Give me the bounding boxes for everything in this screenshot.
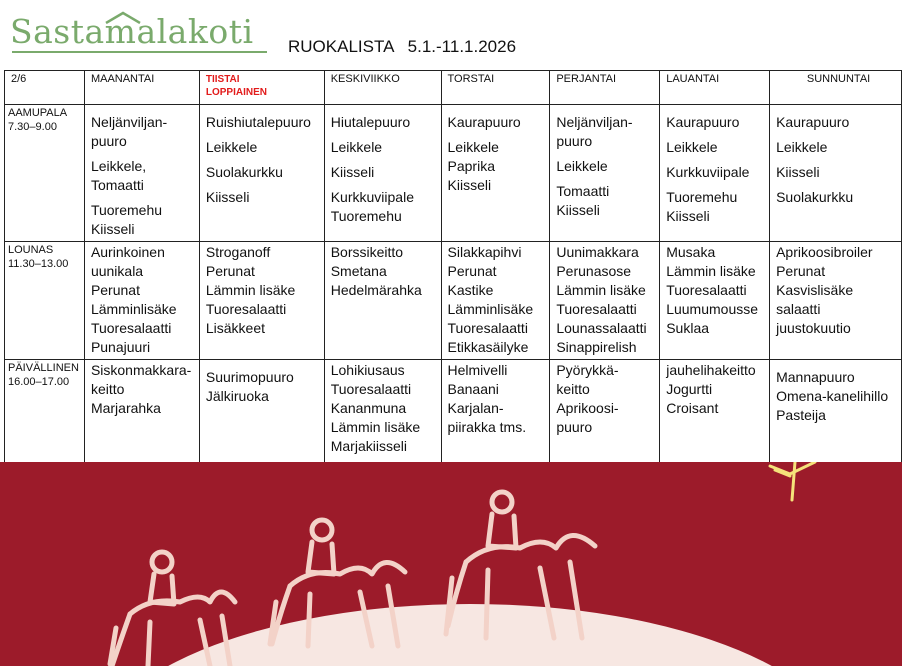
- menu-cell-paivallinen-friday: [550, 360, 660, 466]
- menu-item: juustokuutio: [776, 320, 851, 336]
- menu-cell-lounas-tuesday: [199, 242, 324, 360]
- menu-item: Tuoremehu: [90, 202, 163, 218]
- menu-item: Paprika: [447, 158, 495, 174]
- menu-item: Lohikiusaus: [330, 362, 405, 378]
- menu-item: keitto: [556, 381, 590, 397]
- day-header-sunday: SUNNUNTAI: [770, 71, 902, 105]
- menu-item: Kurkkuviipale: [666, 164, 750, 180]
- menu-item: Kiisseli: [205, 189, 250, 205]
- menu-cell-aamupala-friday: [550, 105, 660, 242]
- menu-item: Tuoresalaatti: [330, 381, 412, 397]
- menu-item: Kiisseli: [90, 221, 135, 237]
- menu-item: Pasteija: [776, 407, 826, 423]
- week-label: 2/6: [5, 71, 85, 105]
- menu-item: Kaurapuuro: [447, 114, 521, 130]
- menu-item: Kasvislisäke: [776, 282, 854, 298]
- menu-cell-paivallinen-saturday: [660, 360, 770, 466]
- menu-cell-lounas-sunday: [770, 242, 902, 360]
- logo-roof-icon: [104, 10, 142, 24]
- meal-name: PÄIVÄLLINEN: [8, 362, 79, 374]
- menu-cell-lounas-saturday: [660, 242, 770, 360]
- menu-cell-aamupala-monday: [84, 105, 199, 242]
- menu-item: Ruishiutalepuuro: [205, 114, 311, 130]
- menu-cell-aamupala-wednesday: [324, 105, 441, 242]
- menu-item: Kurkkuviipale: [330, 189, 414, 205]
- menu-item: Kastike: [447, 282, 494, 298]
- menu-cell-paivallinen-thursday: [441, 360, 550, 466]
- menu-item: Suolakurkku: [776, 189, 854, 205]
- menu-item: Aurinkoinen: [90, 244, 165, 260]
- menu-item: Leikkele: [776, 139, 828, 155]
- menu-item: Silakkapihvi: [447, 244, 522, 260]
- menu-table: [4, 70, 902, 466]
- menu-cell-aamupala-thursday: [441, 105, 550, 242]
- menu-cell-paivallinen-wednesday: [324, 360, 441, 466]
- menu-item: Tuoremehu: [666, 189, 738, 205]
- menu-item: Lämmin lisäke: [205, 282, 296, 298]
- meal-row-paivallinen: [5, 360, 902, 466]
- menu-item: Tuoresalaatti: [666, 282, 747, 298]
- meal-name: AAMUPALA: [8, 107, 68, 119]
- menu-item: Leikkele: [556, 158, 608, 174]
- menu-item: Marjarahka: [90, 400, 161, 416]
- menu-cell-lounas-monday: [84, 242, 199, 360]
- menu-item: Marjakiisseli: [330, 438, 407, 454]
- menu-item: Tuoresalaatti: [90, 320, 172, 336]
- menu-item: Etikkasäilyke: [447, 339, 529, 355]
- menu-item: Leikkele,: [90, 158, 147, 174]
- menu-item: Mannapuuro: [776, 369, 855, 385]
- header-row: [5, 71, 902, 105]
- menu-item: Karjalan-: [447, 400, 504, 416]
- menu-item: Musaka: [666, 244, 716, 260]
- menu-item: Perunat: [776, 263, 826, 279]
- menu-cell-lounas-wednesday: [324, 242, 441, 360]
- day-header-friday: PERJANTAI: [550, 71, 660, 105]
- menu-item: Suolakurkku: [205, 164, 283, 180]
- menu-item: Leikkele: [205, 139, 258, 155]
- page-title: RUOKALISTA 5.1.-11.1.2026: [288, 37, 517, 56]
- menu-item: Kaurapuuro: [666, 114, 740, 130]
- menu-item: Aprikoosi-: [556, 400, 619, 416]
- menu-item: Tuoremehu: [330, 208, 402, 224]
- christmas-banner: [0, 462, 902, 666]
- menu-item: Lämmin lisäke: [556, 282, 646, 298]
- menu-item: Kiisseli: [330, 164, 375, 180]
- menu-item: Stroganoff: [205, 244, 271, 260]
- menu-item: Neljänviljan-: [556, 114, 633, 130]
- menu-item: Lämmin lisäke: [666, 263, 756, 279]
- menu-cell-aamupala-saturday: [660, 105, 770, 242]
- menu-item: Luumumousse: [666, 301, 759, 317]
- menu-cell-paivallinen-sunday: [770, 360, 902, 466]
- menu-item: Lounassalaatti: [556, 320, 647, 336]
- brand-logo: Sastamalakoti: [10, 12, 254, 51]
- menu-item: Leikkele: [666, 139, 718, 155]
- menu-item: Helmivelli: [447, 362, 508, 378]
- menu-item: Jälkiruoka: [205, 388, 269, 404]
- day-header-wednesday: KESKIVIIKKO: [324, 71, 441, 105]
- menu-item: Leikkele: [447, 139, 499, 155]
- menu-item: Tomaatti: [556, 183, 610, 199]
- menu-cell-lounas-friday: [550, 242, 660, 360]
- menu-item: Omena-kanelihillo: [776, 388, 889, 404]
- menu-item: Tuoresalaatti: [556, 301, 637, 317]
- menu-item: Suurimopuuro: [205, 369, 294, 385]
- menu-item: Perunat: [205, 263, 255, 279]
- menu-cell-aamupala-sunday: [770, 105, 902, 242]
- meal-time: 7.30–9.00: [8, 121, 57, 133]
- menu-item: Perunat: [447, 263, 497, 279]
- menu-item: Jogurtti: [666, 381, 713, 397]
- menu-item: Neljänviljan-: [90, 114, 168, 130]
- day-header-thursday: TORSTAI: [441, 71, 550, 105]
- menu-item: piirakka tms.: [447, 419, 527, 435]
- menu-item: Croisant: [666, 400, 719, 416]
- logo-underline: [12, 51, 267, 53]
- menu-item: Punajuuri: [90, 339, 151, 355]
- menu-item: Suklaa: [666, 320, 710, 336]
- meal-row-lounas: [5, 242, 902, 360]
- menu-item: Kiisseli: [447, 177, 492, 193]
- menu-item: Sinappirelish: [556, 339, 637, 355]
- menu-item: salaatti: [776, 301, 821, 317]
- meal-label: [5, 360, 85, 466]
- three-wise-men-camels-icon: [0, 462, 902, 666]
- menu-item: Borssikeitto: [330, 244, 404, 260]
- meal-label: [5, 105, 85, 242]
- menu-item: Kiisseli: [556, 202, 600, 218]
- menu-item: Smetana: [330, 263, 387, 279]
- menu-item: Hedelmärahka: [330, 282, 422, 298]
- menu-item: Aprikoosibroiler: [776, 244, 873, 260]
- menu-item: Lämminlisäke: [90, 301, 177, 317]
- menu-item: puuro: [90, 133, 127, 149]
- menu-cell-lounas-thursday: [441, 242, 550, 360]
- menu-item: Pyörykkä-: [556, 362, 619, 378]
- menu-item: Lämmin lisäke: [330, 419, 421, 435]
- day-header-monday: MAANANTAI: [84, 71, 199, 105]
- menu-item: Perunasose: [556, 263, 632, 279]
- menu-item: Tuoresalaatti: [447, 320, 528, 336]
- menu-item: Kananmuna: [330, 400, 407, 416]
- menu-item: uunikala: [90, 263, 144, 279]
- day-header-tuesday: TIISTAI LOPPIAINEN: [199, 71, 324, 105]
- menu-cell-aamupala-tuesday: [199, 105, 324, 242]
- menu-item: Kaurapuuro: [776, 114, 850, 130]
- menu-item: Tuoresalaatti: [205, 301, 287, 317]
- star-icon: [770, 462, 815, 500]
- menu-item: Perunat: [90, 282, 140, 298]
- meal-row-aamupala: [5, 105, 902, 242]
- meal-name: LOUNAS: [8, 244, 54, 256]
- menu-item: Uunimakkara: [556, 244, 639, 260]
- menu-item: puuro: [556, 133, 593, 149]
- menu-item: Siskonmakkara-: [90, 362, 192, 378]
- menu-item: Leikkele: [330, 139, 383, 155]
- menu-item: Kiisseli: [776, 164, 820, 180]
- day-header-saturday: LAUANTAI: [660, 71, 770, 105]
- menu-item: jauhelihakeitto: [666, 362, 756, 378]
- menu-item: Banaani: [447, 381, 499, 397]
- menu-item: keitto: [90, 381, 125, 397]
- menu-item: Kiisseli: [666, 208, 710, 224]
- meal-time: 11.30–13.00: [8, 258, 69, 270]
- menu-item: Lisäkkeet: [205, 320, 266, 336]
- menu-item: puuro: [556, 419, 593, 435]
- menu-item: Hiutalepuuro: [330, 114, 411, 130]
- meal-time: 16.00–17.00: [8, 376, 70, 388]
- meal-label: [5, 242, 85, 360]
- menu-item: Lämminlisäke: [447, 301, 534, 317]
- menu-item: Tomaatti: [90, 177, 144, 193]
- menu-cell-paivallinen-monday: [84, 360, 199, 466]
- menu-cell-paivallinen-tuesday: [199, 360, 324, 466]
